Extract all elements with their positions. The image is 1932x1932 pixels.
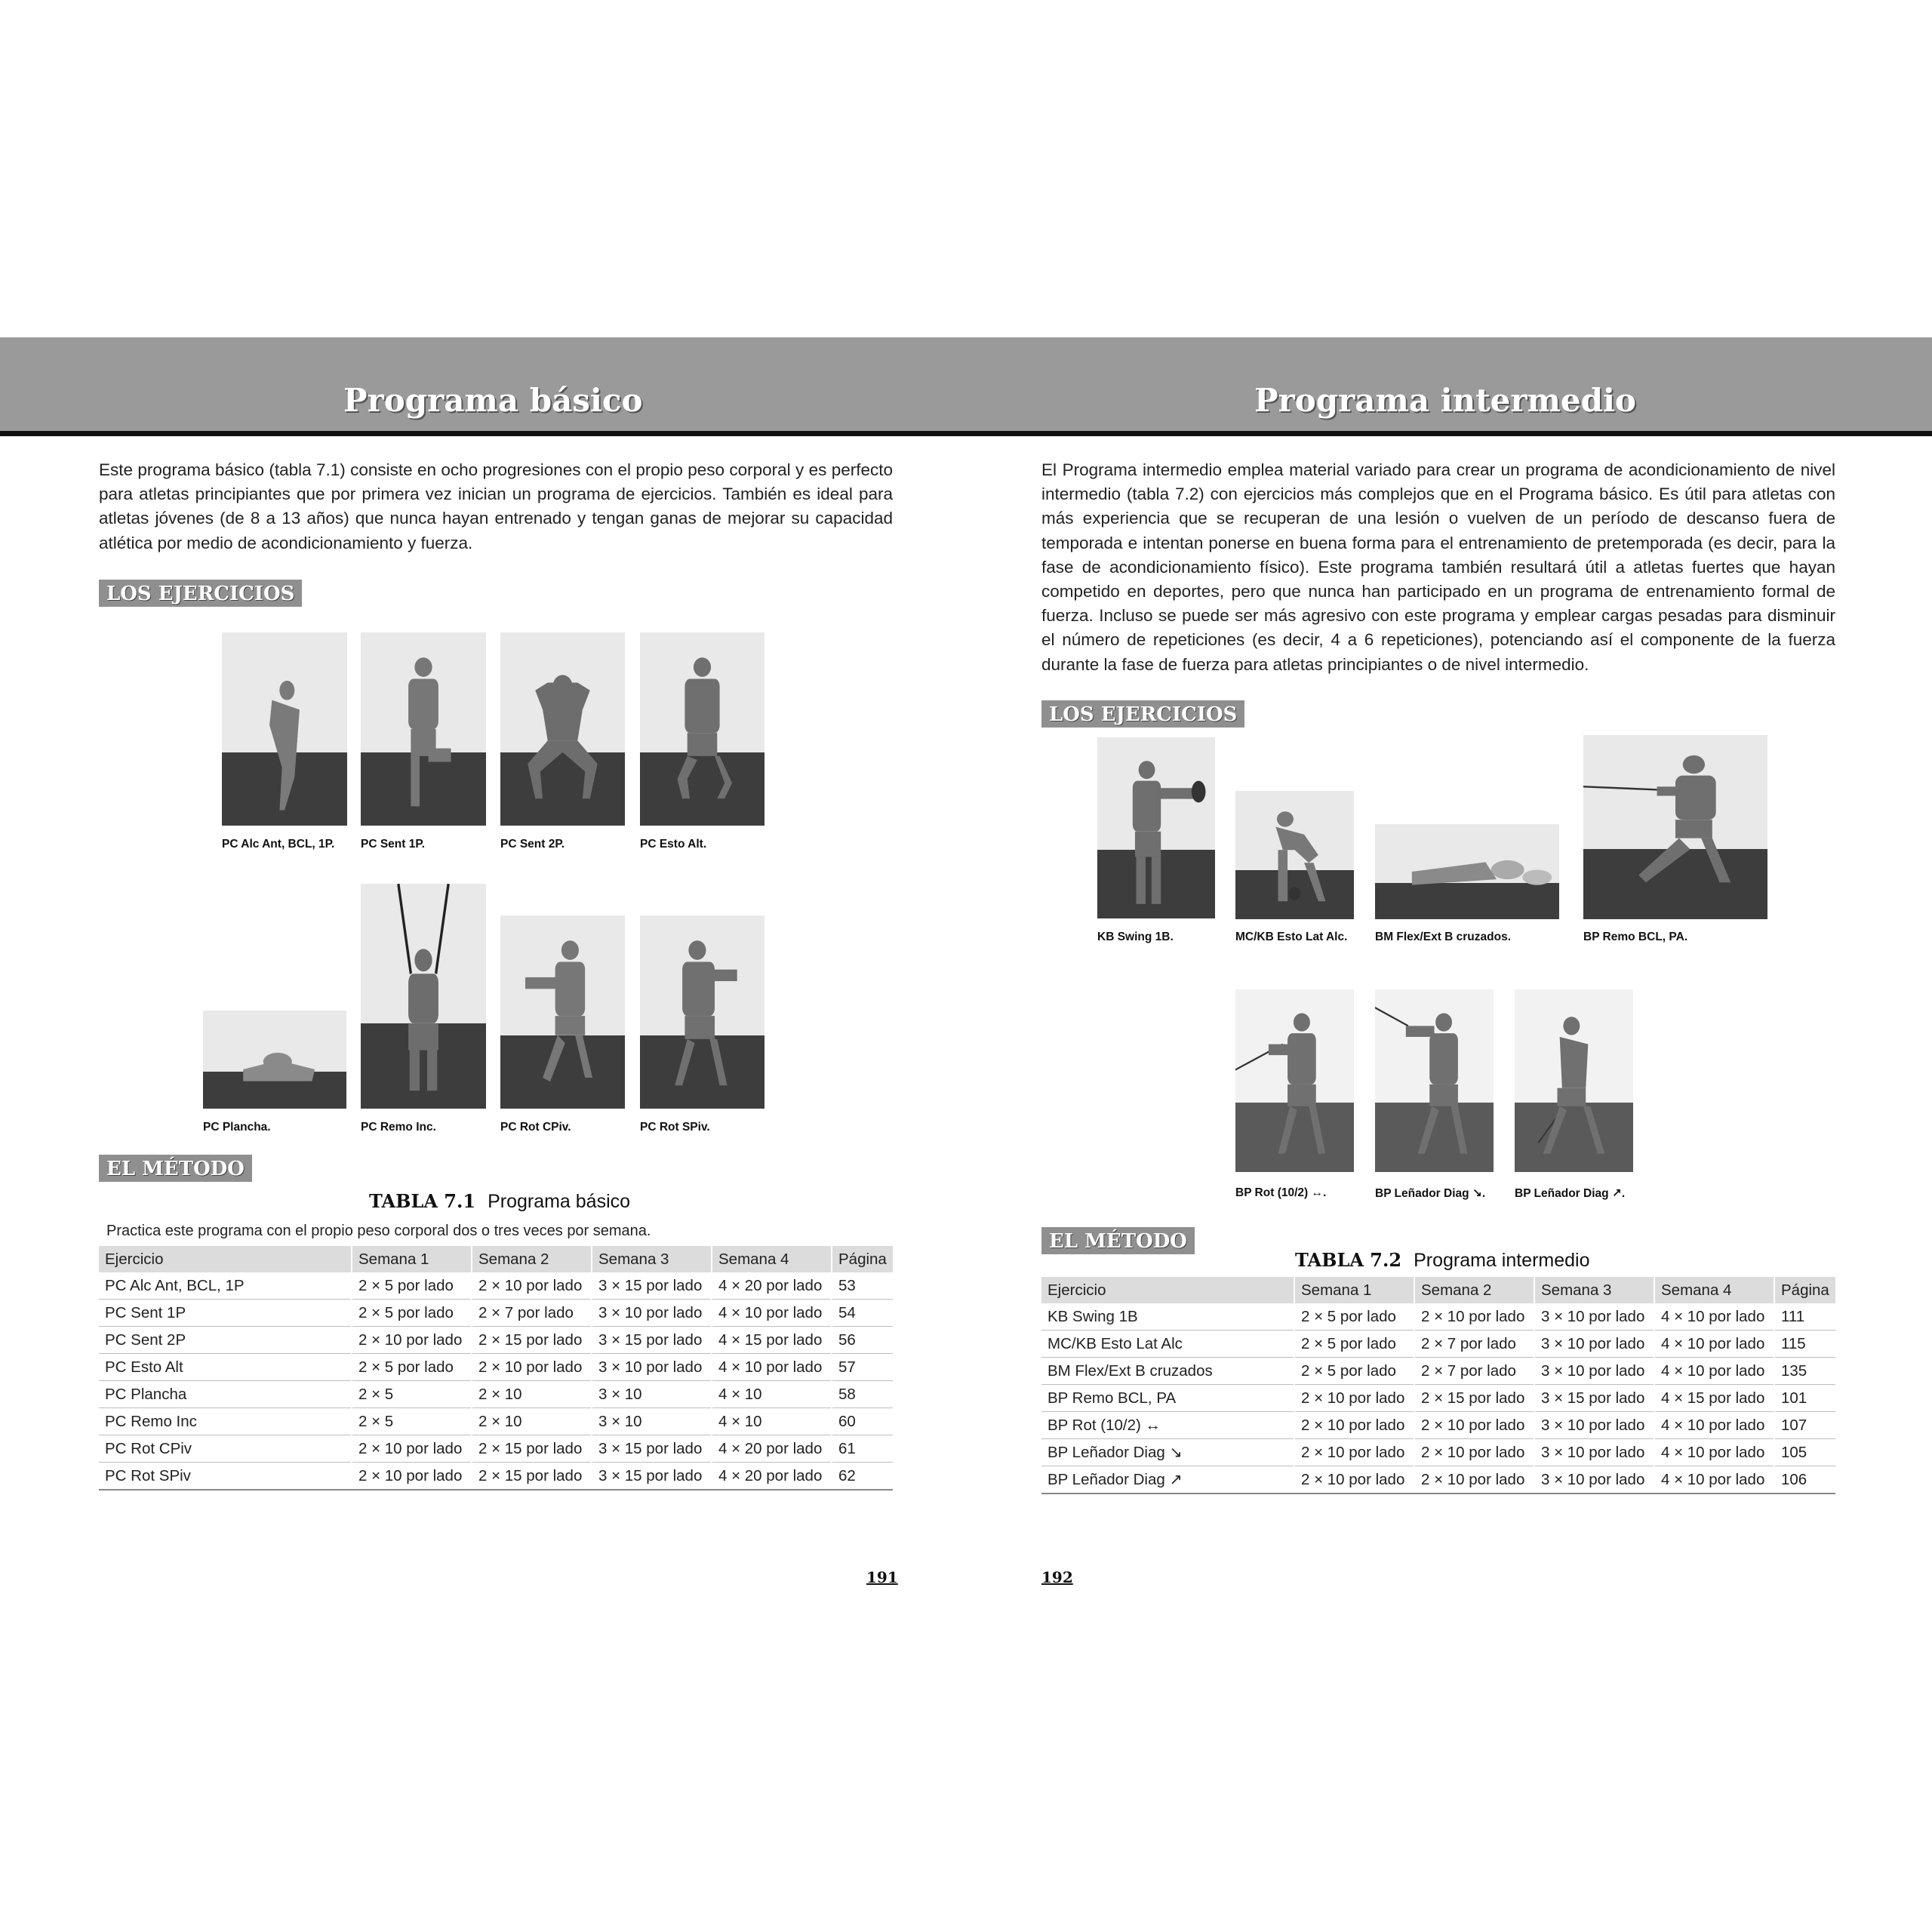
table-cell: 4 × 15 por lado xyxy=(1654,1385,1774,1412)
table-cell: 105 xyxy=(1774,1439,1835,1466)
table-cell: PC Plancha xyxy=(99,1381,352,1408)
table-cell: BP Rot (10/2) ↔ xyxy=(1041,1412,1294,1439)
table-cell: 2 × 5 xyxy=(352,1408,472,1435)
exercise-caption: BP Rot (10/2) ↔. xyxy=(1235,1186,1327,1199)
exercise-caption: BP Leñador Diag ↗. xyxy=(1515,1187,1626,1200)
table-header-cell: Semana 2 xyxy=(1414,1277,1534,1303)
table-cell: MC/KB Esto Lat Alc xyxy=(1041,1331,1294,1358)
table-cell: 4 × 10 por lado xyxy=(1654,1358,1774,1385)
table-cell: 3 × 10 xyxy=(592,1408,712,1435)
table-cell: 4 × 10 por lado xyxy=(712,1354,832,1381)
exercise-caption: BP Remo BCL, PA. xyxy=(1583,931,1688,943)
table-cell: BP Remo BCL, PA xyxy=(1041,1385,1294,1412)
intro-paragraph-right: El Programa intermedio emplea material variado para crear un programa de acondicionamiento de nivel intermedio (tabla 7.2) con ejercicios más complejos que en el Programa básico. Es útil para atletas con más experiencia que se recuperan de una lesión o vuelven de un período de descanso fuera de temporada e intentan ponerse en buena forma para el entrenamiento de pretemporada (es decir, para la fase de acondicionamiento físico). Este programa también resultará útil a atletas fuertes que hayan competido en deportes, pero que nunca han participado en un programa de entrenamiento formal de fuerza. Incluso se puede ser más agresivo con este programa y emplear cargas pesadas para disminuir el número de repeticiones (es decir, 4 a 6 repeticiones), potenciando así el componente de la fuerza durante la fase de fuerza para atletas principiantes o de nivel intermedio. xyxy=(1041,460,1835,674)
table-cell: 2 × 10 xyxy=(472,1408,592,1435)
exercise-caption: MC/KB Esto Lat Alc. xyxy=(1235,931,1348,943)
table-header-cell: Semana 2 xyxy=(472,1246,592,1272)
table-cell: 4 × 10 xyxy=(712,1381,832,1408)
section-label-metodo-right: EL MÉTODO xyxy=(1041,1227,1195,1254)
table-note: Practica este programa con el propio peso corporal dos o tres veces por semana. xyxy=(106,1223,651,1239)
table-cell: 2 × 10 por lado xyxy=(1414,1303,1534,1331)
table-row xyxy=(99,1463,893,1491)
table-cell: 2 × 7 por lado xyxy=(1414,1331,1534,1358)
table-cell: 2 × 7 por lado xyxy=(1414,1358,1534,1385)
table-cell: 2 × 10 por lado xyxy=(1294,1439,1414,1466)
table-cell: 2 × 7 por lado xyxy=(472,1300,592,1327)
table-cell: 57 xyxy=(832,1354,893,1381)
table-header-row xyxy=(99,1246,893,1272)
table-cell: 3 × 10 xyxy=(592,1381,712,1408)
exercise-caption: PC Sent 2P. xyxy=(500,838,565,851)
table-cell: BP Leñador Diag ↘ xyxy=(1041,1439,1294,1466)
table-cell: 2 × 10 xyxy=(472,1381,592,1408)
table-header-cell: Semana 4 xyxy=(712,1246,832,1272)
table-cell: 2 × 10 por lado xyxy=(1414,1439,1534,1466)
table-cell: 2 × 15 por lado xyxy=(472,1327,592,1354)
section-label-metodo-left: EL MÉTODO xyxy=(99,1155,252,1182)
table-cell: PC Rot SPiv xyxy=(99,1463,352,1491)
table-header-cell: Página xyxy=(832,1246,893,1272)
intro-paragraph-left: Este programa básico (tabla 7.1) consiste en ocho progresiones con el propio peso corporal y es perfecto para atletas principiantes que por primera vez inician un programa de ejercicios. También es ideal para atletas jóvenes (de 8 a 13 años) que nunca hayan entrenado y tengan ganas de mejorar su capacidad atlética por medio de acondicionamiento y fuerza. xyxy=(99,460,893,552)
exercise-photo xyxy=(1375,824,1559,919)
table-cell: 2 × 5 por lado xyxy=(1294,1303,1414,1331)
table-cell: 4 × 10 por lado xyxy=(1654,1466,1774,1494)
table-cell: PC Alc Ant, BCL, 1P xyxy=(99,1272,352,1300)
table-cell: 2 × 10 por lado xyxy=(1294,1385,1414,1412)
exercise-photo xyxy=(361,632,486,826)
table-cell: 3 × 10 por lado xyxy=(592,1300,712,1327)
table-cell: 3 × 10 por lado xyxy=(1534,1439,1654,1466)
table-cell: 56 xyxy=(832,1327,893,1354)
table-cell: 3 × 15 por lado xyxy=(592,1327,712,1354)
table-cell: 2 × 10 por lado xyxy=(472,1354,592,1381)
table-cell: 3 × 15 por lado xyxy=(592,1272,712,1300)
table-cell: 2 × 10 por lado xyxy=(352,1327,472,1354)
table-cell: BM Flex/Ext B cruzados xyxy=(1041,1358,1294,1385)
table-cell: 4 × 10 xyxy=(712,1408,832,1435)
table-cell: KB Swing 1B xyxy=(1041,1303,1294,1331)
table-caption-right xyxy=(1295,1249,1590,1272)
table-header-cell: Ejercicio xyxy=(1041,1277,1294,1303)
table-cell: 3 × 10 por lado xyxy=(592,1354,712,1381)
table-cell: BP Leñador Diag ↗ xyxy=(1041,1466,1294,1494)
table-cell: 2 × 10 por lado xyxy=(352,1435,472,1463)
table-cell: 4 × 10 por lado xyxy=(1654,1439,1774,1466)
exercise-caption: PC Esto Alt. xyxy=(640,838,707,851)
table-cell: PC Esto Alt xyxy=(99,1354,352,1381)
section-label-ejercicios-right: LOS EJERCICIOS xyxy=(1041,700,1244,728)
table-cell: 3 × 10 por lado xyxy=(1534,1331,1654,1358)
page-number-right: 192 xyxy=(1041,1568,1073,1586)
table-cell: 2 × 5 por lado xyxy=(1294,1358,1414,1385)
table-row xyxy=(99,1408,893,1435)
table-header-row xyxy=(1041,1277,1835,1303)
table-cell: 107 xyxy=(1774,1412,1835,1439)
table-cell: 62 xyxy=(832,1463,893,1491)
table-cell: 2 × 5 por lado xyxy=(352,1300,472,1327)
table-row xyxy=(99,1435,893,1463)
table-cell: 58 xyxy=(832,1381,893,1408)
exercise-caption: PC Plancha. xyxy=(203,1121,271,1134)
table-row xyxy=(99,1354,893,1381)
table-header-cell: Ejercicio xyxy=(99,1246,352,1272)
table-cell: 2 × 5 xyxy=(352,1381,472,1408)
exercise-caption: PC Rot CPiv. xyxy=(500,1121,571,1134)
page-title-left: Programa básico xyxy=(343,382,643,419)
table-cell: 3 × 10 por lado xyxy=(1534,1466,1654,1494)
page-title-right: Programa intermedio xyxy=(1254,382,1636,419)
table-cell: 60 xyxy=(832,1408,893,1435)
table-header-cell: Semana 1 xyxy=(352,1246,472,1272)
exercise-photo xyxy=(222,632,347,826)
table-cell: 4 × 10 por lado xyxy=(1654,1303,1774,1331)
table-cell: 3 × 10 por lado xyxy=(1534,1303,1654,1331)
table-header-cell: Página xyxy=(1774,1277,1835,1303)
table-row xyxy=(1041,1466,1835,1494)
exercise-photo xyxy=(640,632,764,826)
table-cell: 111 xyxy=(1774,1303,1835,1331)
table-cell: 2 × 10 por lado xyxy=(352,1463,472,1491)
page-number-left: 191 xyxy=(866,1568,898,1586)
table-cell: 2 × 5 por lado xyxy=(352,1272,472,1300)
exercise-caption: PC Remo Inc. xyxy=(361,1121,436,1134)
table-cell: 4 × 20 por lado xyxy=(712,1435,832,1463)
table-cell: 54 xyxy=(832,1300,893,1327)
table-cell: 61 xyxy=(832,1435,893,1463)
table-row xyxy=(99,1272,893,1300)
exercise-photo xyxy=(500,915,625,1109)
header-banner xyxy=(0,337,1932,434)
exercise-photo xyxy=(500,632,625,826)
table-number: TABLA 7.2 xyxy=(1295,1249,1402,1271)
table-cell: 4 × 20 por lado xyxy=(712,1272,832,1300)
table-cell: 2 × 5 por lado xyxy=(1294,1331,1414,1358)
table-cell: 2 × 10 por lado xyxy=(1414,1466,1534,1494)
header-rule xyxy=(0,431,1932,436)
table-cell: 115 xyxy=(1774,1331,1835,1358)
table-cell: PC Remo Inc xyxy=(99,1408,352,1435)
exercise-photo xyxy=(203,1011,346,1109)
table-cell: 2 × 10 por lado xyxy=(1294,1412,1414,1439)
table-header-cell: Semana 3 xyxy=(592,1246,712,1272)
exercise-photo xyxy=(640,915,764,1109)
table-cell: 4 × 10 por lado xyxy=(1654,1331,1774,1358)
table-title: Programa intermedio xyxy=(1414,1250,1590,1271)
table-cell: 3 × 15 por lado xyxy=(592,1463,712,1491)
table-cell: 2 × 5 por lado xyxy=(352,1354,472,1381)
table-header-cell: Semana 3 xyxy=(1534,1277,1654,1303)
exercise-photo xyxy=(1375,989,1494,1172)
exercise-caption: PC Rot SPiv. xyxy=(640,1121,710,1134)
table-cell: 106 xyxy=(1774,1466,1835,1494)
exercise-photo xyxy=(361,884,486,1109)
table-header-cell: Semana 1 xyxy=(1294,1277,1414,1303)
table-row xyxy=(99,1300,893,1327)
table-cell: 2 × 10 por lado xyxy=(1414,1412,1534,1439)
exercise-caption: BM Flex/Ext B cruzados. xyxy=(1375,931,1512,943)
program-table-basic xyxy=(99,1246,893,1491)
table-row xyxy=(1041,1303,1835,1331)
table-cell: 135 xyxy=(1774,1358,1835,1385)
table-cell: PC Sent 2P xyxy=(99,1327,352,1354)
exercise-caption: BP Leñador Diag ↘. xyxy=(1375,1187,1486,1200)
table-cell: PC Rot CPiv xyxy=(99,1435,352,1463)
table-row xyxy=(99,1327,893,1354)
table-cell: 3 × 10 por lado xyxy=(1534,1412,1654,1439)
exercise-caption: PC Alc Ant, BCL, 1P. xyxy=(222,838,335,851)
table-caption-left xyxy=(369,1190,630,1213)
table-cell: 2 × 10 por lado xyxy=(1294,1466,1414,1494)
table-cell: 3 × 15 por lado xyxy=(592,1435,712,1463)
exercise-photo xyxy=(1235,989,1354,1172)
table-row xyxy=(1041,1331,1835,1358)
table-cell: 3 × 10 por lado xyxy=(1534,1358,1654,1385)
table-row xyxy=(99,1381,893,1408)
table-cell: 2 × 15 por lado xyxy=(1414,1385,1534,1412)
table-cell: 4 × 20 por lado xyxy=(712,1463,832,1491)
table-header-cell: Semana 4 xyxy=(1654,1277,1774,1303)
program-table-intermediate xyxy=(1041,1277,1835,1494)
table-cell: 2 × 15 por lado xyxy=(472,1463,592,1491)
exercise-caption: KB Swing 1B. xyxy=(1097,931,1174,943)
table-cell: 101 xyxy=(1774,1385,1835,1412)
table-cell: 2 × 15 por lado xyxy=(472,1435,592,1463)
table-row xyxy=(1041,1439,1835,1466)
table-row xyxy=(1041,1385,1835,1412)
table-number: TABLA 7.1 xyxy=(369,1190,476,1212)
table-cell: 4 × 15 por lado xyxy=(712,1327,832,1354)
section-label-ejercicios-left: LOS EJERCICIOS xyxy=(99,580,302,607)
exercise-photo xyxy=(1583,735,1767,919)
exercise-caption: PC Sent 1P. xyxy=(361,838,426,851)
exercise-photo xyxy=(1235,791,1354,919)
table-row xyxy=(1041,1358,1835,1385)
table-row xyxy=(1041,1412,1835,1439)
table-cell: 4 × 10 por lado xyxy=(1654,1412,1774,1439)
table-cell: 3 × 15 por lado xyxy=(1534,1385,1654,1412)
exercise-photo xyxy=(1515,989,1633,1172)
table-title: Programa básico xyxy=(488,1191,631,1212)
exercise-photo xyxy=(1097,737,1215,918)
table-cell: 2 × 10 por lado xyxy=(472,1272,592,1300)
table-cell: 53 xyxy=(832,1272,893,1300)
table-cell: 4 × 10 por lado xyxy=(712,1300,832,1327)
table-cell: PC Sent 1P xyxy=(99,1300,352,1327)
